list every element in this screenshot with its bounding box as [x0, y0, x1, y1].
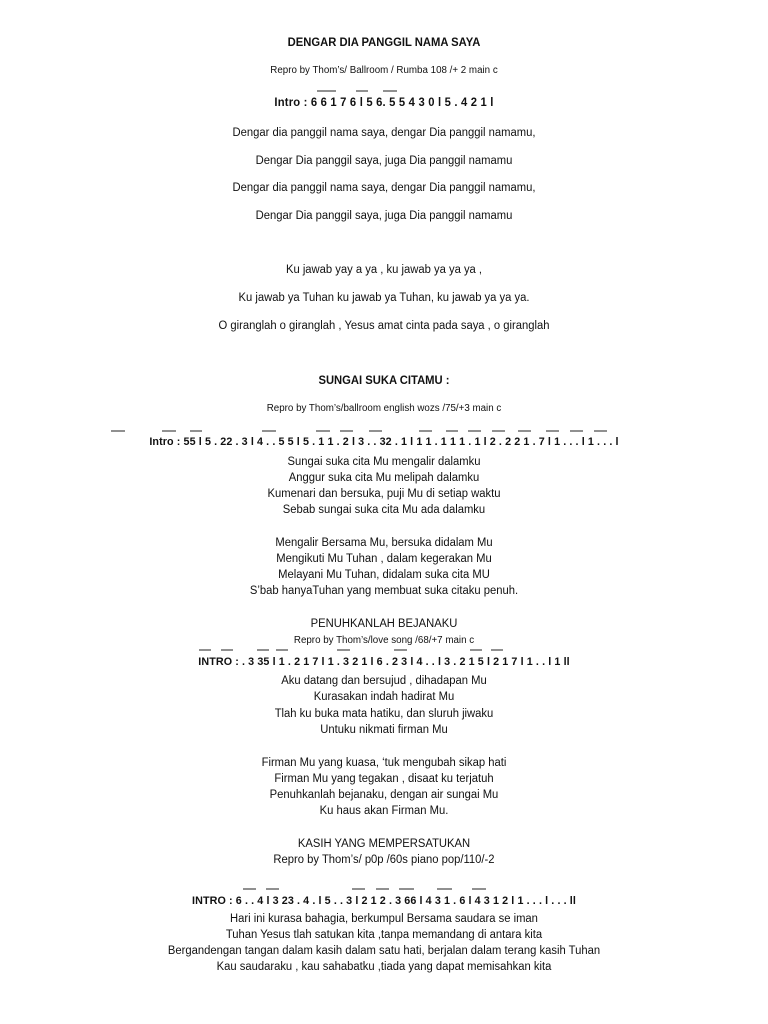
song-4-repro: Repro by Thom’s/ p0p /60s piano pop/110/-2 [273, 854, 495, 866]
song-2-title: SUNGAI SUKA CITAMU : [318, 375, 450, 387]
song-3-line: Firman Mu yang kuasa, ‘tuk mengubah sikap hati [261, 757, 507, 769]
song-1-line: Dengar Dia panggil saya, juga Dia panggil namamu [255, 210, 513, 222]
song-1-repro: Repro by Thom’s/ Ballroom / Rumba 108 /+ 2 main c [270, 65, 498, 76]
song-3-line: Kurasakan indah hadirat Mu [313, 691, 455, 703]
song-3-line: Penuhkanlah bejanaku, dengan air sungai Mu [269, 789, 499, 801]
song-2-line: Anggur suka cita Mu melipah dalamku [288, 472, 480, 484]
song-4-line: Tuhan Yesus tlah satukan kita ,tanpa memandang di antara kita [225, 929, 543, 941]
song-3-line: Untuku nikmati firman Mu [320, 724, 448, 736]
song-3-line: Firman Mu yang tegakan , disaat ku terjatuh [274, 773, 494, 785]
song-4-line: Bergandengan tangan dalam kasih dalam satu hati, berjalan dalam terang kasih Tuhan [167, 945, 601, 957]
song-3-line: Tlah ku buka mata hatiku, dan sluruh jiwaku [274, 708, 494, 720]
song-3-intro: INTRO : . 3 35 l 1 . 2 1 7 l 1 . 3 2 1 l 6 . 2 3 l 4 . . l 3 . 2 1 5 l 2 1 7 l 1 . . l 1 ll [198, 656, 570, 668]
song-2-line: Sebab sungai suka cita Mu ada dalamku [282, 504, 486, 516]
song-1-line: O giranglah o giranglah , Yesus amat cinta pada saya , o giranglah [218, 320, 550, 332]
song-1-line: Dengar dia panggil nama saya, dengar Dia panggil namamu, [232, 182, 536, 194]
song-1-line: Dengar dia panggil nama saya, dengar Dia panggil namamu, [232, 127, 536, 139]
song-4-line: Hari ini kurasa bahagia, berkumpul Bersama saudara se iman [230, 913, 538, 925]
song-1-title: DENGAR DIA PANGGIL NAMA SAYA [287, 37, 481, 49]
song-2-repro: Repro by Thom’s/ballroom english wozs /75/+3 main c [266, 403, 502, 414]
song-3-line: Ku haus akan Firman Mu. [319, 805, 449, 817]
song-4-line: Kau saudaraku , kau sahabatku ,tiada yang dapat memisahkan kita [216, 961, 552, 973]
song-3-line: Aku datang dan bersujud , dihadapan Mu [281, 675, 487, 687]
song-1-intro: Intro : 6 6 1 7 6 l 5 6. 5 5 4 3 0 l 5 . 4 2 1 l [274, 97, 494, 109]
song-3-repro: Repro by Thom’s/love song /68/+7 main c [293, 635, 475, 646]
song-2-line: S’bab hanyaTuhan yang membuat suka citaku penuh. [249, 585, 519, 597]
song-1-line: Ku jawab yay a ya , ku jawab ya ya ya , [285, 264, 483, 276]
song-2-line: Sungai suka cita Mu mengalir dalamku [287, 456, 481, 468]
song-2-line: Mengikuti Mu Tuhan , dalam kegerakan Mu [276, 553, 492, 565]
song-1-line: Dengar Dia panggil saya, juga Dia panggil namamu [255, 155, 513, 167]
song-4-title: KASIH YANG MEMPERSATUKAN [297, 838, 471, 850]
song-3-title: PENUHKANLAH BEJANAKU [310, 618, 458, 630]
song-4-intro: INTRO : 6 . . 4 l 3 23 . 4 . l 5 . . 3 l 2 1 2 . 3 66 l 4 3 1 . 6 l 4 3 1 2 l 1 . . . l . . . ll [192, 895, 576, 907]
song-2-line: Mengalir Bersama Mu, bersuka didalam Mu [275, 537, 493, 549]
song-2-intro: Intro : 55 l 5 . 22 . 3 l 4 . . 5 5 l 5 . 1 1 . 2 l 3 . . 32 . 1 l 1 1 . 1 1 1 . 1 l 2 . 2 2 1 . 7 l 1 . . . l 1 . . . l [149, 436, 619, 448]
song-2-line: Kumenari dan bersuka, puji Mu di setiap waktu [267, 488, 501, 500]
song-1-line: Ku jawab ya Tuhan ku jawab ya Tuhan, ku jawab ya ya ya. [238, 292, 530, 304]
song-2-line: Melayani Mu Tuhan, didalam suka cita MU [278, 569, 490, 581]
